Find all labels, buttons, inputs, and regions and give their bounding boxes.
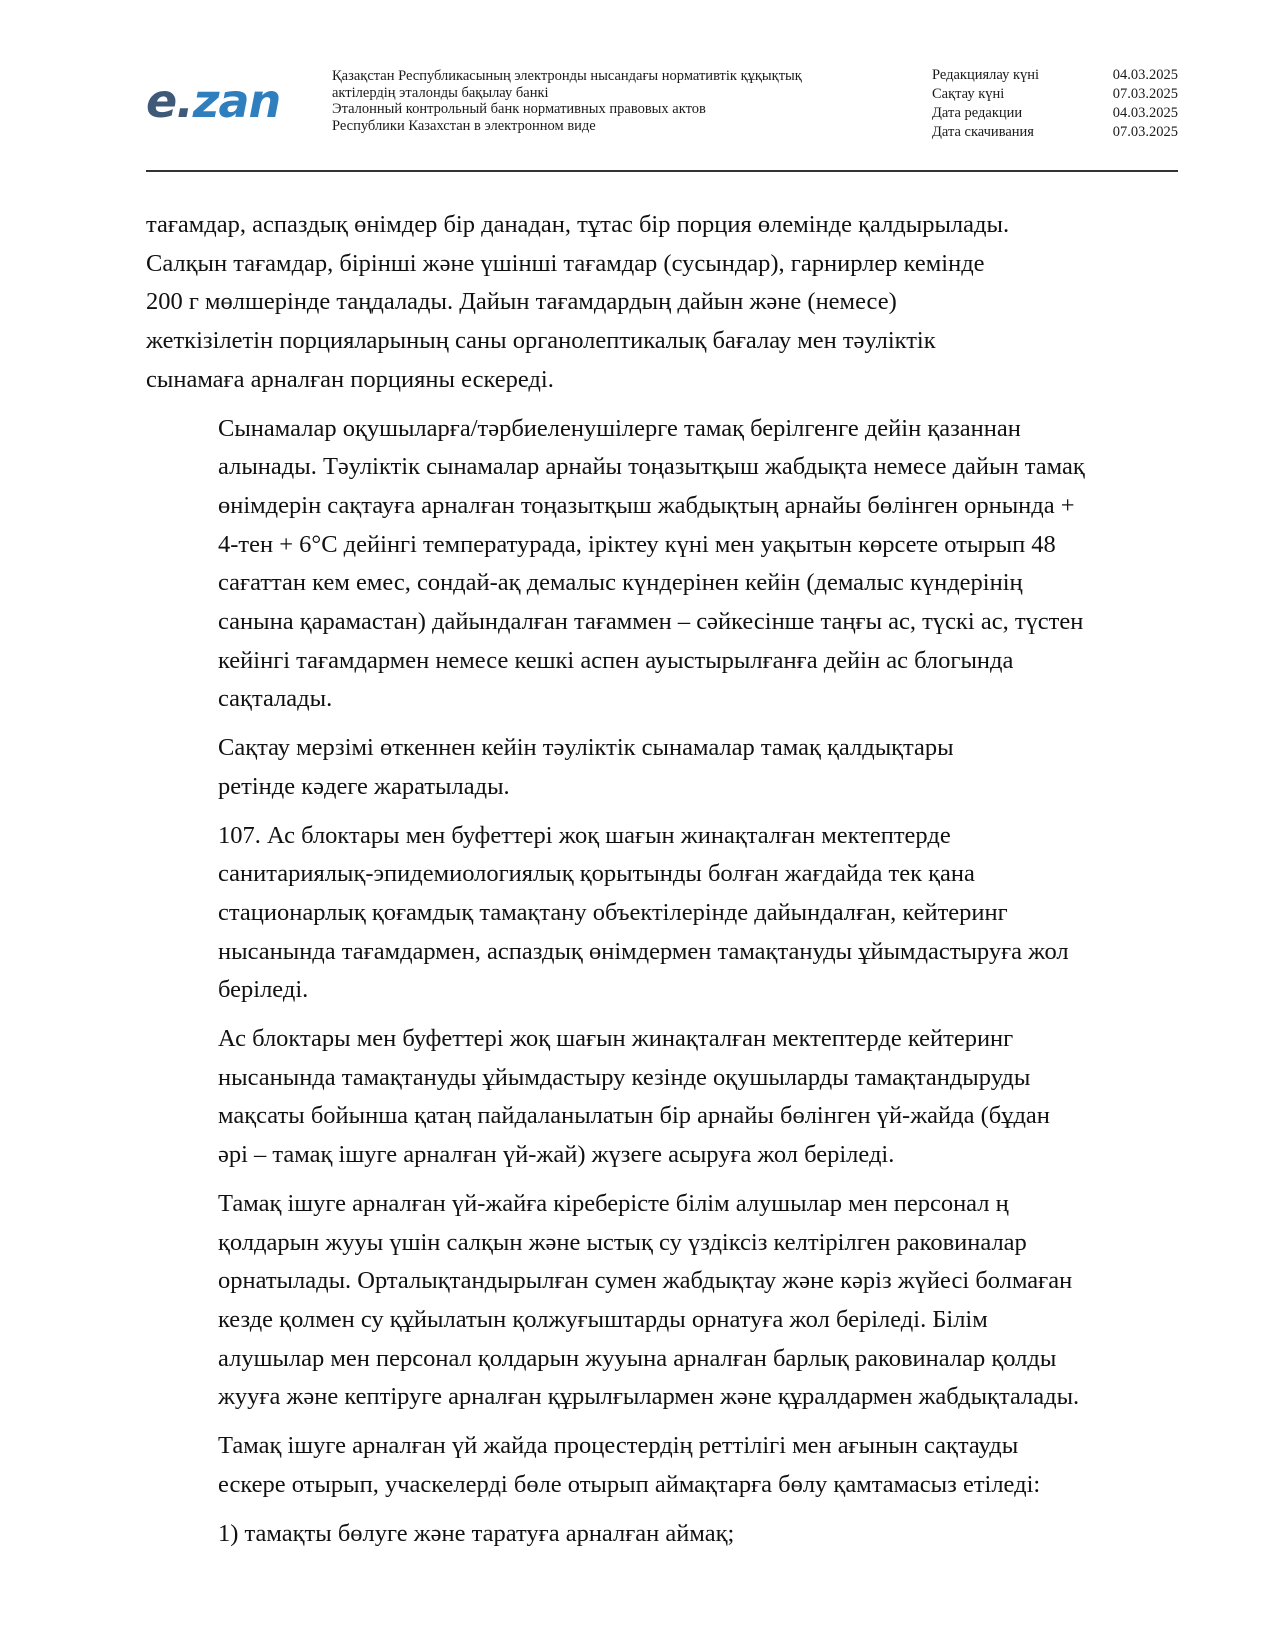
paragraph-line: мақсаты бойынша қатаң пайдаланылатын бір арнайы бөлінген үй-жайда (бұдан — [218, 1102, 1050, 1130]
paragraph-line: әрі – тамақ ішуге арналған үй-жай) жүзеге асыруға жол беріледі. — [218, 1141, 895, 1169]
meta-label: Сақтау күні — [932, 86, 1005, 102]
meta-value: 04.03.2025 — [1112, 67, 1178, 83]
paragraph-line: өнімдерін сақтауға арналған тоңазытқыш жабдықтың арнайы бөлінген орнында + — [218, 491, 1075, 519]
header-title-line: Қазақстан Республикасының электронды нысандағы нормативтік құқықтық — [332, 68, 802, 84]
paragraph — [146, 410, 1186, 720]
meta-row-edit-date-kz — [932, 66, 1178, 85]
paragraph-line: алушылар мен персонал қолдарын жууына арналған барлық раковиналар қолды — [218, 1344, 1057, 1372]
header-divider — [146, 170, 1178, 172]
paragraph-line: орнатылады. Орталықтандырылған сумен жабдықтау және кәріз жүйесі болмаған — [218, 1267, 1073, 1295]
paragraph-line: кезде қолмен су құйылатын қолжуғыштарды орнатуға жол беріледі. Білім — [218, 1305, 988, 1333]
meta-label: Редакциялау күні — [932, 67, 1040, 83]
paragraph-line: стационарлық қоғамдық тамақтану объектілерінде дайындалған, кейтеринг — [218, 898, 1008, 926]
header-title-line: Республики Казахстан в электронном виде — [332, 117, 596, 134]
paragraph-line: нысанында тағамдармен, аспаздық өнімдермен тамақтануды ұйымдастыруға жол — [218, 937, 1069, 965]
paragraph-line: қолдарын жууы үшін салқын және ыстық су үздіксіз келтірілген раковиналар — [218, 1228, 1027, 1256]
header-meta — [932, 66, 1178, 142]
header-title-line: Эталонный контрольный банк нормативных правовых актов — [332, 101, 706, 117]
header-title-line: актілердің эталонды бақылау банкі — [332, 84, 549, 101]
paragraph — [146, 1427, 1186, 1504]
paragraph — [146, 1515, 1186, 1554]
paragraph-line: Сақтау мерзімі өткеннен кейін тәуліктік сынамалар тамақ қалдықтары — [218, 734, 954, 762]
paragraph-line: Сынамалар оқушыларға/тәрбиеленушілерге тамақ берілгенге дейін қазаннан — [218, 414, 1021, 442]
logo-part-e: e. — [146, 74, 193, 128]
meta-row-edit-date-ru — [932, 104, 1178, 123]
paragraph-line: жеткізілетін порцияларының саны органолептикалық бағалау мен тәуліктік — [146, 327, 936, 355]
header-titles — [332, 68, 872, 134]
paragraph-line: Тамақ ішуге арналған үй жайда процестердің реттілігі мен ағынын сақтауды — [218, 1432, 1019, 1460]
paragraph-line: сынамаға арналған порцияны ескереді. — [146, 365, 554, 393]
paragraph — [146, 817, 1186, 1011]
meta-value: 07.03.2025 — [1112, 86, 1178, 102]
ezan-logo — [146, 74, 281, 128]
document-header — [146, 64, 1178, 164]
paragraph-line: санына қарамастан) дайындалған тағаммен – сәйкесінше таңғы ас, түскі ас, түстен — [218, 608, 1084, 636]
paragraph-line: нысанында тамақтануды ұйымдастыру кезінде оқушыларды тамақтандыруды — [218, 1063, 1031, 1091]
meta-row-save-date-kz — [932, 85, 1178, 104]
paragraph-line: ретінде кәдеге жаратылады. — [218, 772, 510, 800]
paragraph-line: алынады. Тәуліктік сынамалар арнайы тоңазытқыш жабдықта немесе дайын тамақ — [218, 453, 1085, 481]
paragraph-line: жууға және кептіруге арналған құрылғылармен және құралдармен жабдықталады. — [218, 1383, 1080, 1411]
logo-part-zan: zan — [192, 74, 281, 128]
paragraph — [146, 729, 1186, 806]
paragraph — [146, 1185, 1186, 1417]
paragraph-line: Салқын тағамдар, бірінші және үшінші тағамдар (сусындар), гарнирлер кемінде — [146, 249, 985, 277]
paragraph — [146, 206, 1186, 400]
paragraph-line: Ас блоктары мен буфеттері жоқ шағын жинақталған мектептерде кейтеринг — [218, 1025, 1014, 1053]
paragraph-line: ескере отырып, учаскелерді бөле отырып аймақтарға бөлу қамтамасыз етіледі: — [218, 1470, 1041, 1498]
paragraph-line: 4-тен + 6°C дейінгі температурада, іріктеу күні мен уақытын көрсете отырып 48 — [218, 530, 1056, 558]
meta-row-download-date-ru — [932, 123, 1178, 142]
meta-label: Дата скачивания — [932, 124, 1034, 140]
paragraph-line: сақталады. — [218, 685, 333, 713]
meta-value: 04.03.2025 — [1112, 105, 1178, 121]
paragraph-line: санитариялық-эпидемиологиялық қорытынды болған жағдайда тек қана — [218, 860, 975, 888]
paragraph-line: 1) тамақты бөлуге және таратуға арналған аймақ; — [218, 1519, 735, 1547]
meta-value: 07.03.2025 — [1112, 124, 1178, 140]
paragraph-line: тағамдар, аспаздық өнімдер бір данадан, тұтас бір порция өлемінде қалдырылады. — [146, 211, 1010, 238]
paragraph-line: 200 г мөлшерінде таңдалады. Дайын тағамдардың дайын және (немесе) — [146, 288, 897, 316]
paragraph-line: 107. Ас блоктары мен буфеттері жоқ шағын жинақталған мектептерде — [218, 821, 951, 849]
document-body — [146, 206, 1186, 1563]
paragraph-line: сағаттан кем емес, сондай-ақ демалыс күндерінен кейін (демалыс күндерінің — [218, 569, 1023, 597]
paragraph-line: кейінгі тағамдармен немесе кешкі аспен ауыстырылғанға дейін ас блогында — [218, 646, 1014, 674]
paragraph-line: беріледі. — [218, 976, 309, 1004]
paragraph — [146, 1020, 1186, 1175]
paragraph-line: Тамақ ішуге арналған үй-жайға кіреберісте білім алушылар мен персонал ң — [218, 1189, 1009, 1217]
meta-label: Дата редакции — [932, 105, 1023, 121]
